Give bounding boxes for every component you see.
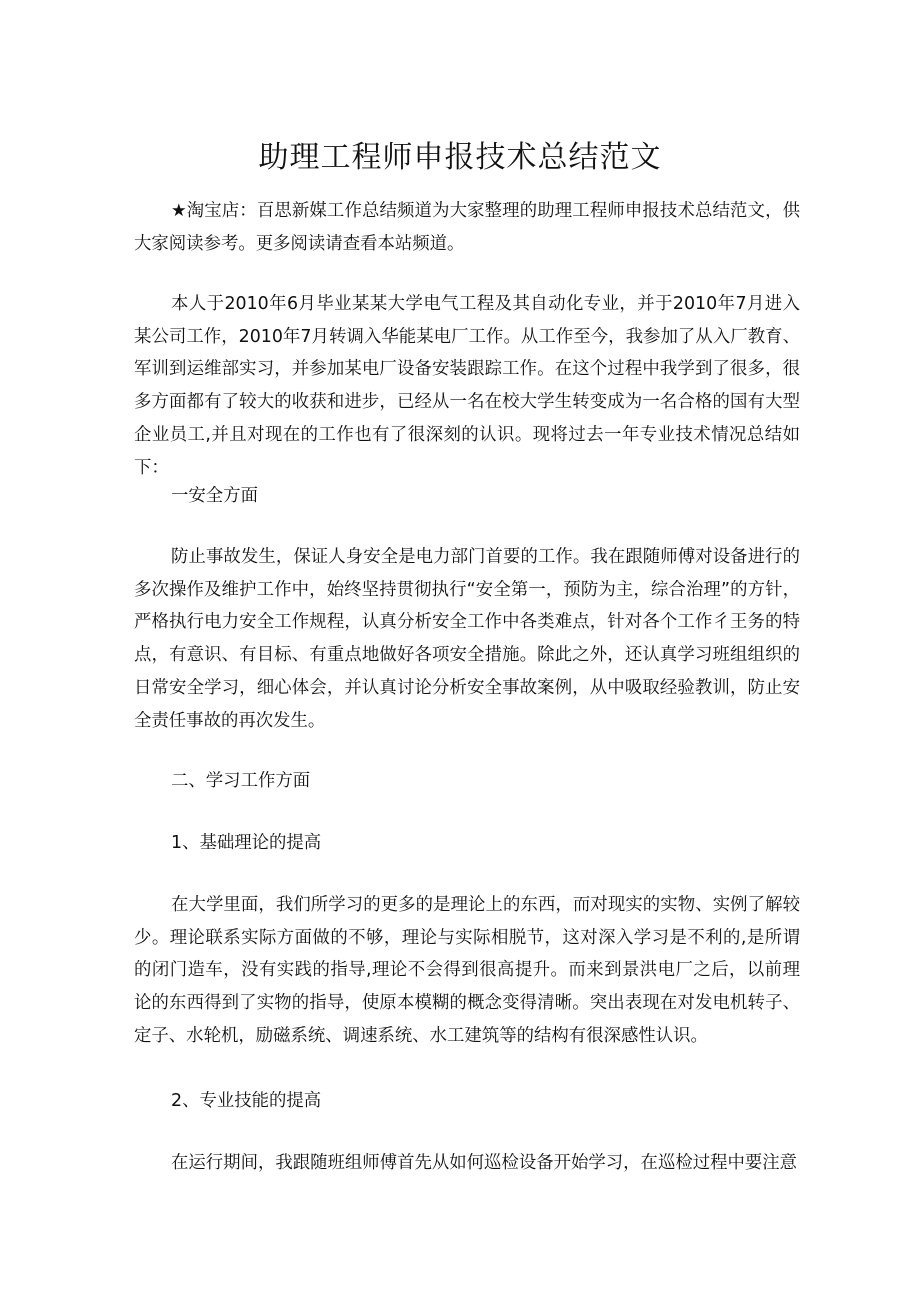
background-paragraph: 本人于2010年6月毕业某某大学电气工程及其自动化专业，并于2010年7月进入某公司工作，2010年7月转调入华能某电厂工作。从工作至今，我参加了从入厂教育、军训到运维部实习，并参加某电厂设备安装跟踪工作。在这个过程中我学到了很多，很多方面都有了较大的收获和进步，已经从一名在校大学生转变成为一名合格的国有大型企业员工,并且对现在的工作也有了很深刻的认识。现将过去一年专业技术情况总结如下：	[134, 294, 800, 478]
subsection-heading-theory: 1、基础理论的提高	[171, 833, 322, 853]
safety-paragraph: 防止事故发生，保证人身安全是电力部门首要的工作。我在跟随师傅对设备进行的多次操作及维护工作中，始终坚持贯彻执行“安全第一，预防为主，综合治理”的方针，严格执行电力安全工作规程，认真分析安全工作中各类难点，针对各个工作彳王务的特点，有意识、有目标、有重点地做好各项安全措施。除此之外，还认真学习班组组织的日常安全学习，细心体会，并认真讨论分析安全事故案例，从中吸取经验教训，防止安全责任事故的再次发生。	[134, 547, 800, 731]
skills-paragraph: 在运行期间，我跟随班组师傅首先从如何巡检设备开始学习，在巡检过程中要注意	[171, 1153, 798, 1173]
section-heading-study-work: 二、学习工作方面	[171, 771, 311, 791]
intro-paragraph: ★淘宝店：百思新媒工作总结频道为大家整理的助理工程师申报技术总结范文，供大家阅读参考。更多阅读请查看本站频道。	[134, 201, 800, 254]
subsection-heading-skills: 2、专业技能的提高	[171, 1091, 322, 1111]
theory-paragraph: 在大学里面，我们所学习的更多的是理论上的东西，而对现实的实物、实例了解较少。理论联系实际方面做的不够，理论与实际相脱节，这对深入学习是不利的,是所谓的闭门造车，没有实践的指导,理论不会得到很高提升。而来到景洪电厂之后，以前理论的东西得到了实物的指导，使原本模糊的概念变得清晰。突出表现在对发电机转子、定子、水轮机，励磁系统、调速系统、水工建筑等的结构有很深感性认识。	[134, 895, 800, 1046]
section-heading-safety: 一安全方面	[171, 486, 258, 506]
document-title: 助理工程师申报技术总结范文	[258, 140, 662, 175]
